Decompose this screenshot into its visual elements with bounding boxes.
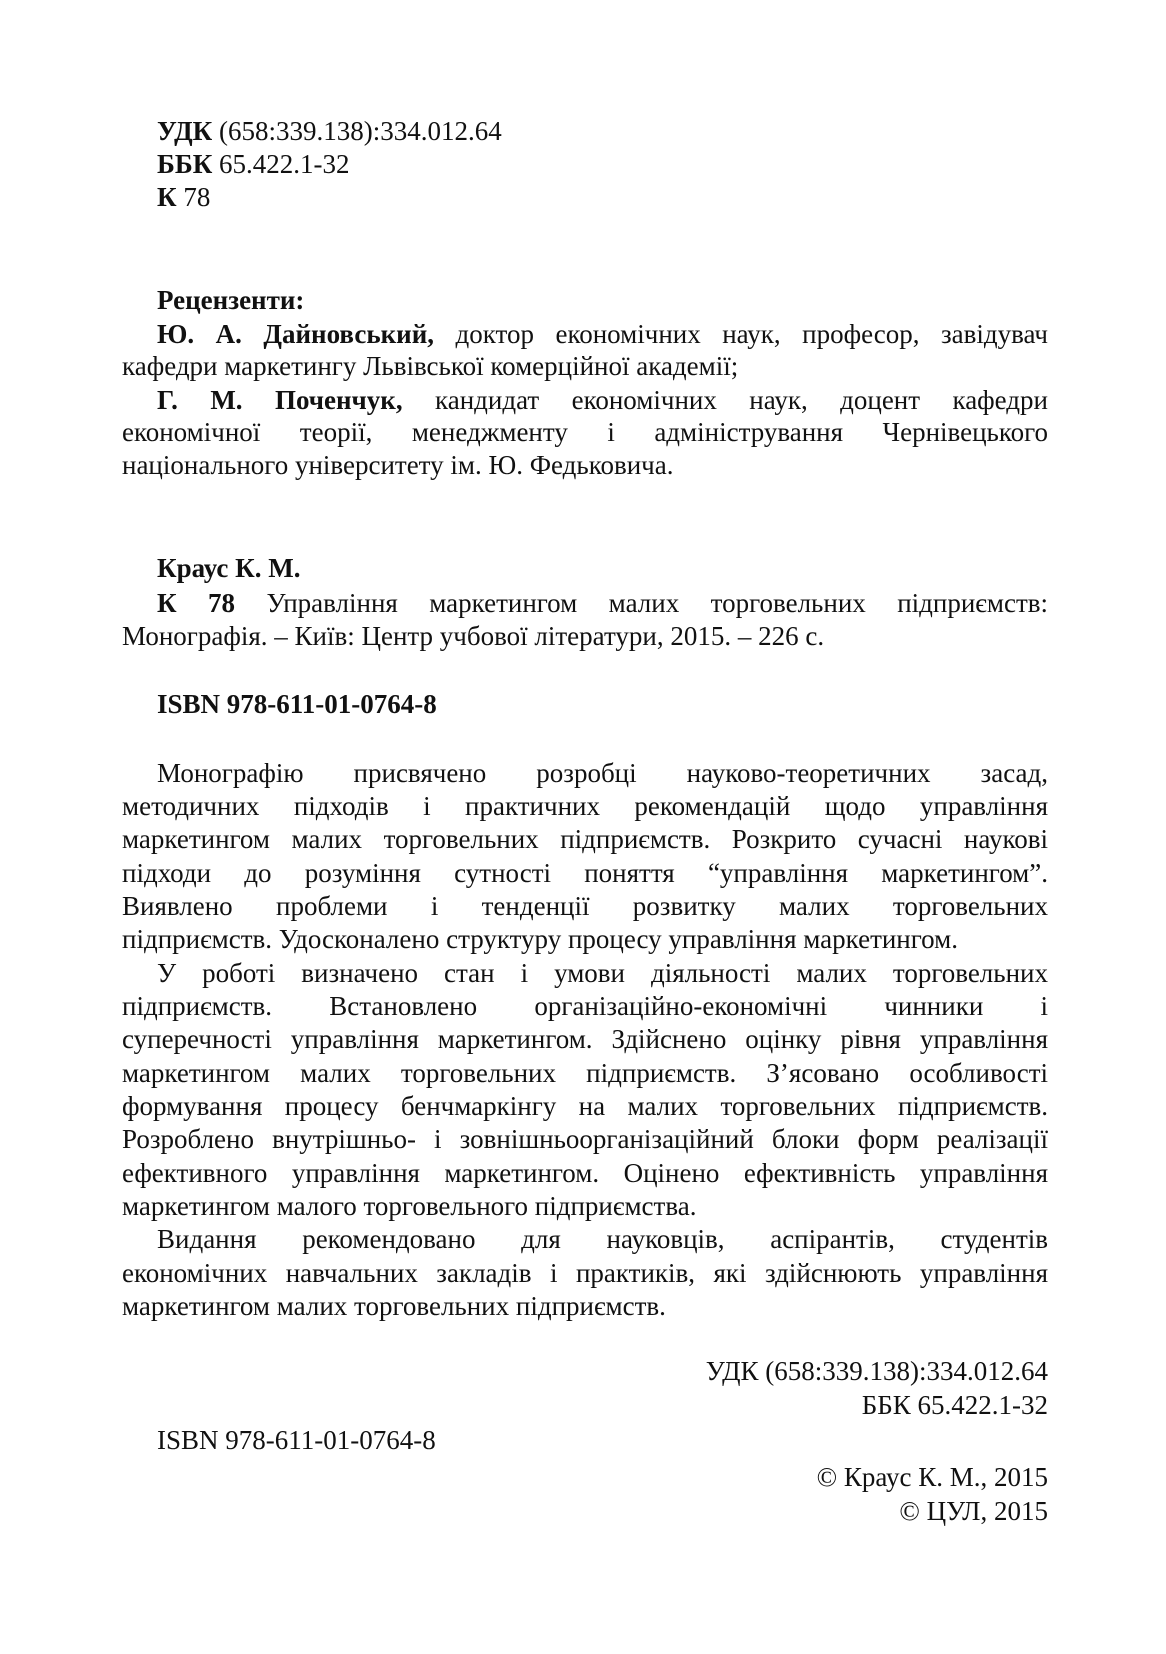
bibliography-line-1	[157, 587, 1048, 619]
abstract-line: Видання рекомендовано для науковців, аспірантів, студентів	[157, 1224, 1048, 1254]
abstract-line: методичних підходів і практичних рекомендацій щодо управління	[122, 791, 1048, 821]
reviewer-2-line-2: економічної теорії, менеджменту і адміністрування Чернівецького	[122, 417, 1048, 447]
footer-udk: УДК (658:339.138):334.012.64	[705, 1356, 1048, 1386]
bibliography-line-2: Монографія. – Київ: Центр учбової літератури, 2015. – 226 с.	[122, 621, 825, 651]
reviewer-1-line-1	[157, 318, 1048, 350]
abstract-line: маркетингом малих торговельних підприємств. Розкрито сучасні наукові	[122, 824, 1048, 854]
bbk-label: ББК	[157, 149, 213, 179]
abstract-line: формування процесу бенчмаркінгу на малих торговельних підприємств.	[122, 1091, 1048, 1121]
footer-bbk: ББК 65.422.1-32	[861, 1390, 1048, 1420]
abstract-line: маркетингом малих торговельних підприємств. З’ясовано особливості	[122, 1058, 1048, 1088]
bibliography-title: Управління маркетингом малих торговельних підприємств:	[235, 588, 1048, 618]
abstract-line: підходи до розуміння сутності поняття “управління маркетингом”.	[122, 858, 1048, 888]
abstract-line: підприємств. Удосконалено структуру процесу управління маркетингом.	[122, 924, 958, 954]
k-label: К	[157, 182, 177, 212]
abstract-line: підприємств. Встановлено організаційно-економічні чинники і	[122, 991, 1048, 1021]
abstract-line: Розроблено внутрішньо- і зовнішньоорганізаційний блоки форм реалізації	[122, 1124, 1048, 1154]
reviewer-2-line-1	[157, 384, 1048, 416]
abstract-line: Виявлено проблеми і тенденції розвитку малих торговельних	[122, 891, 1048, 921]
copyright-publisher: © ЦУЛ, 2015	[899, 1496, 1048, 1526]
copyright-author: © Краус К. М., 2015	[816, 1462, 1048, 1492]
abstract-line: Монографію присвячено розробці науково-теоретичних засад,	[157, 758, 1048, 788]
abstract-line: суперечності управління маркетингом. Здійснено оцінку рівня управління	[122, 1024, 1048, 1054]
abstract-line: ефективного управління маркетингом. Оцінено ефективність управління	[122, 1158, 1048, 1188]
bbk-value: 65.422.1-32	[212, 149, 350, 179]
bbk-line	[157, 148, 350, 180]
abstract-line: маркетингом малого торговельного підприємства.	[122, 1191, 697, 1221]
abstract-line: У роботі визначено стан і умови діяльності малих торговельних	[157, 958, 1048, 988]
udk-label: УДК	[157, 116, 213, 146]
reviewer-2-desc-1: кандидат економічних наук, доцент кафедри	[402, 385, 1048, 415]
abstract-line: маркетингом малих торговельних підприємств.	[122, 1291, 666, 1321]
reviewer-2-name: Г. М. Поченчук,	[157, 385, 403, 415]
reviewers-heading: Рецензенти:	[157, 285, 305, 315]
k-line	[157, 181, 210, 213]
udk-value: (658:339.138):334.012.64	[212, 116, 502, 146]
bibliography-code: К 78	[157, 588, 236, 618]
reviewer-1-desc-1: доктор економічних наук, професор, завідувач	[434, 319, 1048, 349]
author-name: Краус К. М.	[157, 553, 301, 583]
reviewer-1-line-2: кафедри маркетингу Львівської комерційної академії;	[122, 351, 739, 381]
footer-isbn: ISBN 978-611-01-0764-8	[157, 1425, 436, 1455]
isbn-bold: ISBN 978-611-01-0764-8	[157, 689, 437, 719]
abstract-line: економічних навчальних закладів і практиків, які здійснюють управління	[122, 1258, 1048, 1288]
reviewer-2-line-3: національного університету ім. Ю. Федьковича.	[122, 450, 674, 480]
reviewer-1-name: Ю. А. Дайновський,	[157, 319, 435, 349]
udk-line	[157, 115, 502, 147]
k-value: 78	[176, 182, 211, 212]
